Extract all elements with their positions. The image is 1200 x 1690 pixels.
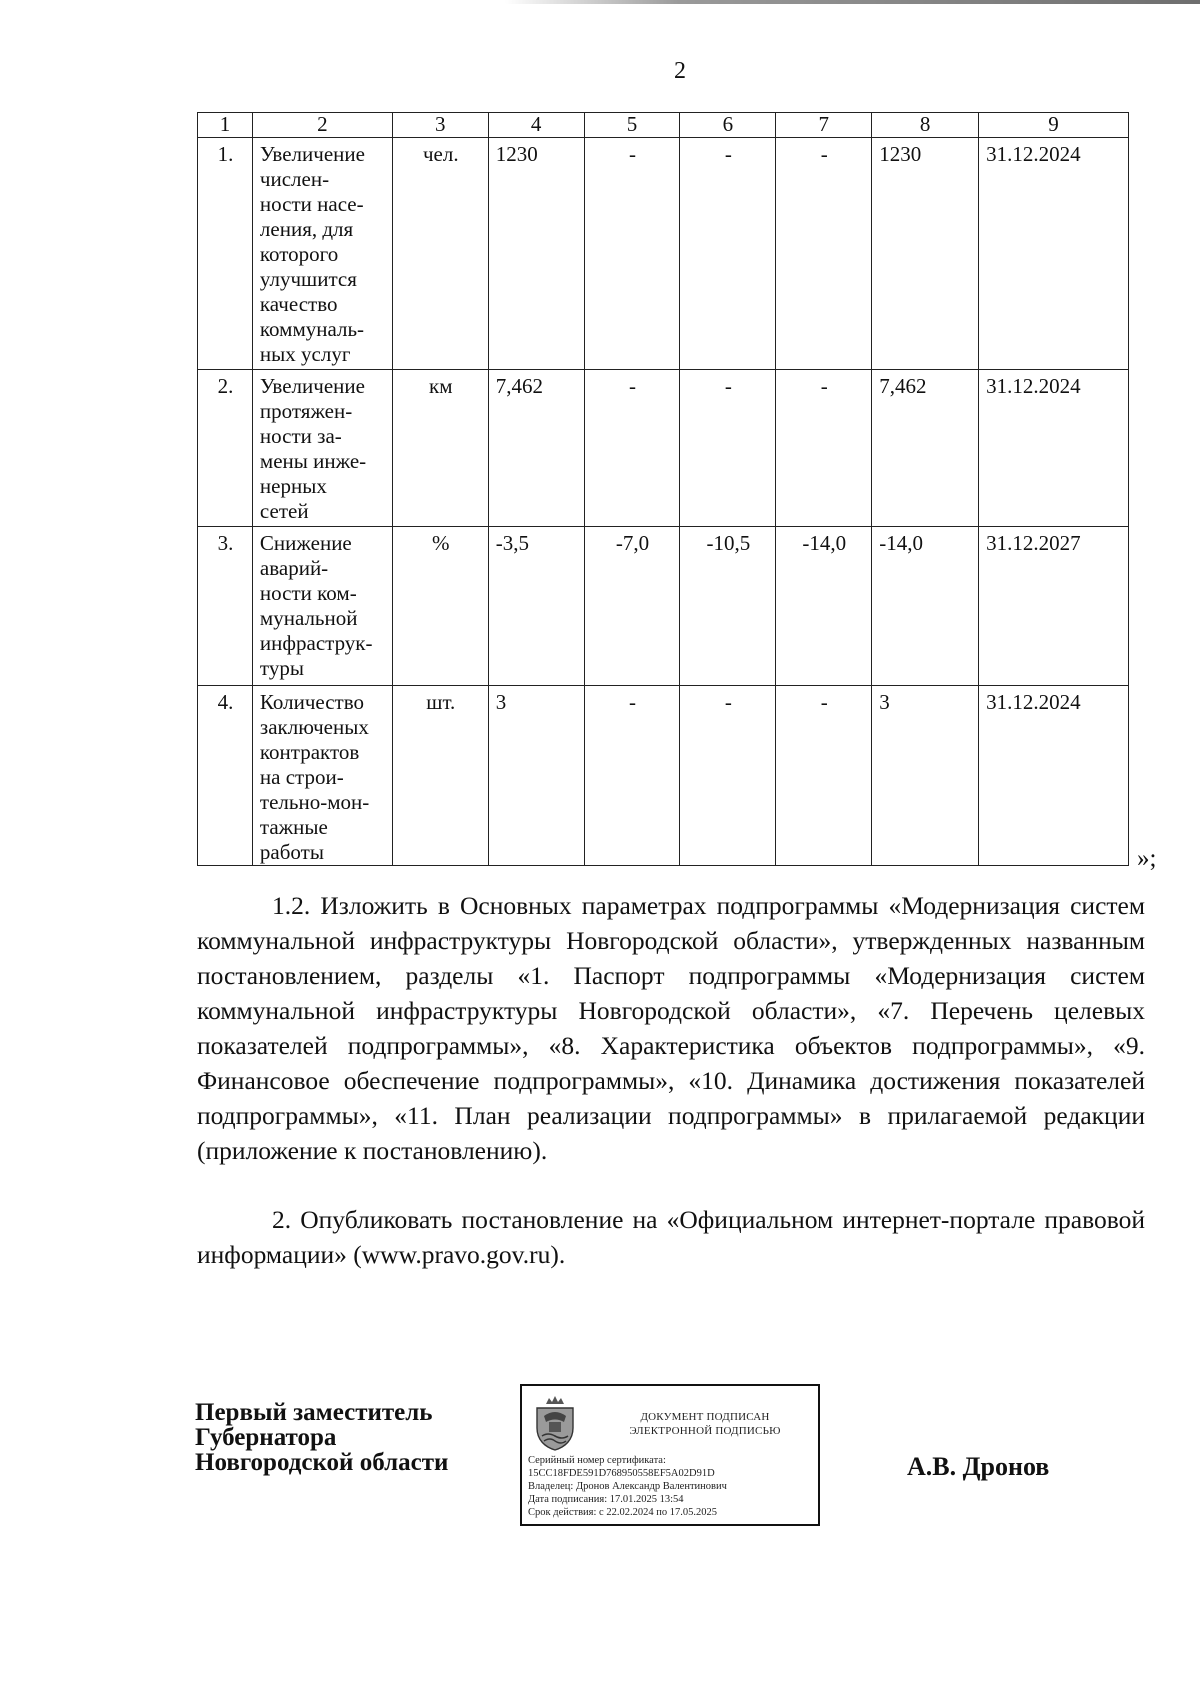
value-cell: -14,0	[776, 527, 872, 686]
value-cell: -	[776, 370, 872, 527]
date-cell: 31.12.2024	[979, 370, 1129, 527]
row-number: 3.	[198, 527, 253, 686]
row-number: 4.	[198, 686, 253, 866]
value-cell: -	[584, 370, 680, 527]
indicator-name: Количество заключеных контрактов на строи- тельно-мон- тажные работы	[252, 686, 392, 866]
certificate-serial: 15CC18FDE591D768950558EF5A02D91D	[528, 1468, 715, 1479]
paragraph-2: 2. Опубликовать постановление на «Официальном интернет-портале правовой информации» (www.pravo.gov.ru).	[197, 1205, 1145, 1269]
value-cell: -	[680, 686, 776, 866]
value-cell: -	[776, 686, 872, 866]
value-cell: 7,462	[488, 370, 584, 527]
table-header-row	[198, 113, 1129, 138]
value-cell: -10,5	[680, 527, 776, 686]
value-cell: -	[584, 138, 680, 370]
date-cell: 31.12.2027	[979, 527, 1129, 686]
signer-position	[195, 1400, 448, 1475]
header-cell: 6	[680, 113, 776, 138]
value-cell: 1230	[488, 138, 584, 370]
value-cell: -	[776, 138, 872, 370]
indicator-name: Увеличение протяжен- ности за- мены инже- нерных сетей	[252, 370, 392, 527]
value-cell: -	[680, 138, 776, 370]
table-row	[198, 527, 1129, 686]
certificate-owner: Владелец: Дронов Александр Валентинович	[528, 1481, 727, 1492]
table-row	[198, 370, 1129, 527]
header-cell: 9	[979, 113, 1129, 138]
paragraph-1-2: 1.2. Изложить в Основных параметрах подпрограммы «Модернизация систем коммунальной инфраструктуры Новгородской области», утвержденных названным постановлением, разделы «1. Паспорт подпрограммы «Модернизация систем коммунальной инфраструктуры Новгородской области», «7. Перечень целевых показателей подпрограммы», «8. Характеристика объектов подпрограммы», «9. Финансовое обеспечение подпрограммы», «10. Динамика достижения показателей подпрограммы», «11. План реализации подпрограммы» в прилагаемой редакции (приложение к постановлению).	[197, 891, 1145, 1165]
signer-name: А.В. Дронов	[907, 1452, 1050, 1481]
header-cell: 5	[584, 113, 680, 138]
date-cell: 31.12.2024	[979, 686, 1129, 866]
signer-position-line: Губернатора	[195, 1424, 337, 1451]
signing-date: Дата подписания: 17.01.2025 13:54	[528, 1494, 684, 1505]
value-cell: -14,0	[872, 527, 979, 686]
header-cell: 8	[872, 113, 979, 138]
certificate-serial-label: Серийный номер сертификата:	[528, 1455, 666, 1466]
row-number: 2.	[198, 370, 253, 527]
stamp-details	[528, 1454, 814, 1519]
value-cell: 3	[488, 686, 584, 866]
value-cell: 3	[872, 686, 979, 866]
signer-position-line: Первый заместитель	[195, 1399, 433, 1426]
header-cell: 1	[198, 113, 253, 138]
stamp-title	[610, 1410, 800, 1438]
table-row	[198, 686, 1129, 866]
value-cell: -3,5	[488, 527, 584, 686]
header-cell: 2	[252, 113, 392, 138]
electronic-signature-stamp	[520, 1384, 820, 1526]
header-cell: 3	[392, 113, 488, 138]
unit-cell: чел.	[392, 138, 488, 370]
signer-position-line: Новгородской области	[195, 1449, 449, 1476]
row-number: 1.	[198, 138, 253, 370]
value-cell: -	[680, 370, 776, 527]
value-cell: 7,462	[872, 370, 979, 527]
unit-cell: %	[392, 527, 488, 686]
indicator-name: Увеличение числен- ности насе- ления, для которого улучшится качество коммуналь- ных услуг	[252, 138, 392, 370]
value-cell: 1230	[872, 138, 979, 370]
indicator-name: Снижение аварий- ности ком- мунальной инфраструк- туры	[252, 527, 392, 686]
stamp-title-line: ДОКУМЕНТ ПОДПИСАН	[640, 1411, 770, 1423]
value-cell: -7,0	[584, 527, 680, 686]
novgorod-coat-of-arms-icon	[532, 1394, 578, 1452]
header-cell: 4	[488, 113, 584, 138]
page-number: 2	[674, 58, 686, 84]
indicators-table	[197, 112, 1129, 866]
certificate-validity: Срок действия: с 22.02.2024 по 17.05.2025	[528, 1507, 717, 1518]
stamp-title-line: ЭЛЕКТРОННОЙ ПОДПИСЬЮ	[629, 1425, 781, 1437]
top-edge-rule	[505, 0, 1200, 4]
value-cell: -	[584, 686, 680, 866]
unit-cell: шт.	[392, 686, 488, 866]
date-cell: 31.12.2024	[979, 138, 1129, 370]
table-closing-quote: »;	[1137, 845, 1157, 872]
header-cell: 7	[776, 113, 872, 138]
unit-cell: км	[392, 370, 488, 527]
table-row	[198, 138, 1129, 370]
